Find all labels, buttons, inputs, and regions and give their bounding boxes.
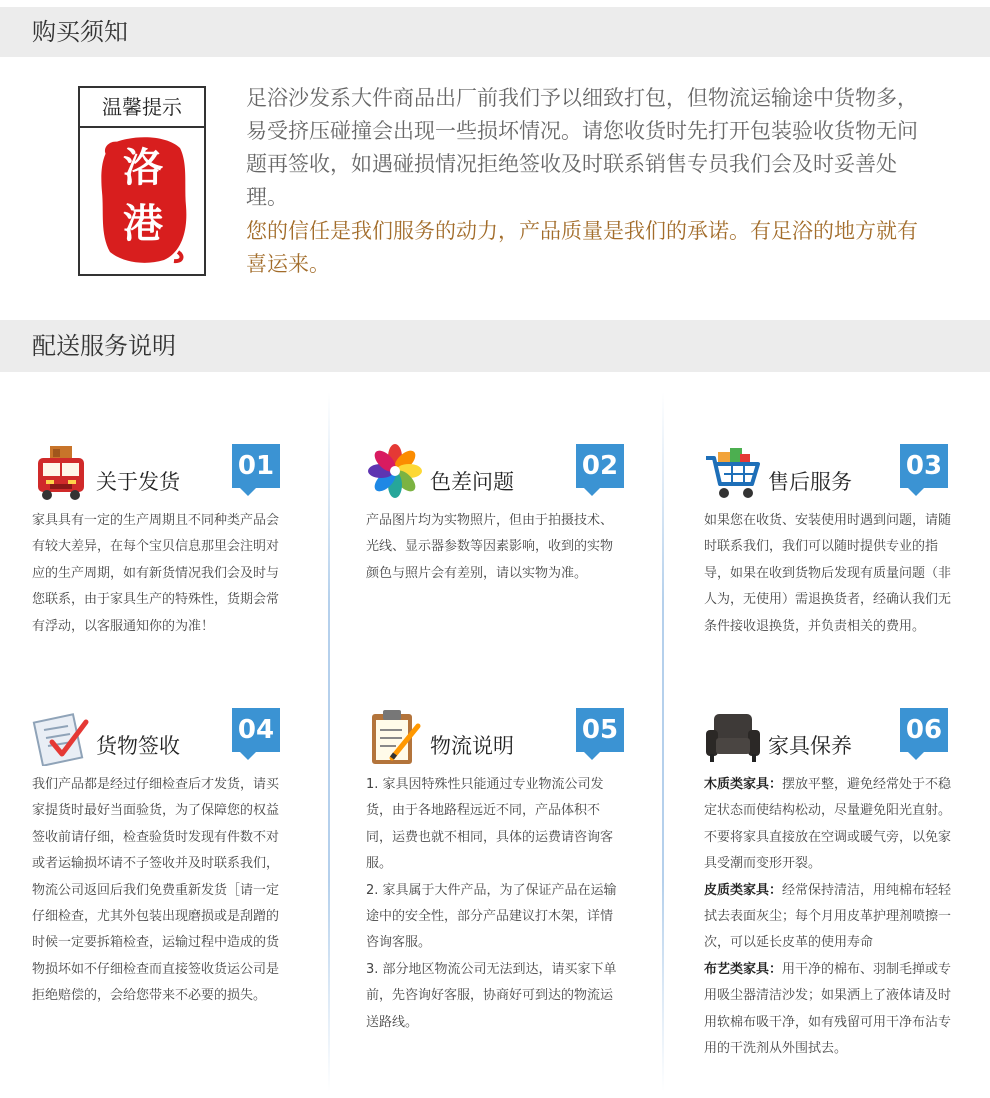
service-number-badge: 01 — [232, 444, 280, 488]
seal-char-1: 洛 — [123, 144, 163, 191]
service-paragraph — [704, 878, 960, 957]
service-title: 售后服务 — [768, 470, 852, 494]
section-title: 配送服务说明 — [32, 332, 176, 360]
service-description — [32, 772, 288, 1010]
service-paragraph: 3. 部分地区物流公司无法到达，请买家下单前，先咨询好客服，协商好可到达的物流运送路线。 — [366, 961, 617, 1030]
care-category-text: 经常保持清洁，用纯棉布轻轻拭去表面灰尘；每个月用皮革护理剂喷擦一次，可以延长皮革的使用寿命 — [704, 882, 952, 951]
service-description — [704, 508, 960, 640]
service-number-badge: 06 — [900, 708, 948, 752]
service-paragraph: 如果您在收货、安装使用时遇到问题，请随时联系我们，我们可以随时提供专业的指导，如果在收到货物后发现有质量问题（非人为，无使用）需退换货者，经确认我们无条件接收退换货，并负责相关的费用。 — [704, 513, 952, 634]
service-description — [366, 772, 622, 1036]
service-description — [32, 508, 288, 640]
service-description — [366, 508, 622, 587]
service-title: 货物签收 — [96, 734, 180, 758]
section-title: 购买须知 — [32, 18, 128, 46]
service-paragraph: 2. 家具属于大件产品，为了保证产品在运输途中的安全性，部分产品建议打木架，详情咨询客服。 — [366, 882, 617, 951]
care-category-label: 皮质类家具： — [704, 882, 783, 898]
service-number-badge: 02 — [576, 444, 624, 488]
service-paragraph: 产品图片均为实物照片，但由于拍摄技术、光线、显示器参数等因素影响，收到的实物颜色与照片会有差别，请以实物为准。 — [366, 513, 614, 581]
service-title: 关于发货 — [96, 470, 180, 494]
shopping-cart-icon — [704, 444, 762, 502]
service-title: 家具保养 — [768, 734, 852, 758]
service-title: 物流说明 — [430, 734, 514, 758]
brand-seal-icon — [98, 134, 188, 264]
care-category-label: 布艺类家具： — [704, 961, 783, 977]
warm-tip-box — [78, 86, 206, 276]
service-paragraph — [704, 772, 960, 878]
warm-tip-title: 温馨提示 — [80, 88, 204, 128]
service-paragraph: 我们产品都是经过仔细检查后才发货，请买家提货时最好当面验货，为了保障您的权益签收前请仔细，检查验货时发现有件数不对或者运输损坏请不子签收并及时联系我们，物流公司返回后我们免费重新发货［请一定仔细检查，尤其外包装出现磨损或是刮蹭的时候一定要拆箱检查，运输过程中造成的货物损坏如不仔细检查而直接签收货运公司是拒绝赔偿的，会给您带来不必要的损失。 — [32, 777, 280, 1004]
delivery-truck-icon — [32, 444, 90, 502]
color-wheel-icon — [366, 444, 424, 502]
care-category-text: 摆放平整，避免经常处于不稳定状态而使结构松动，尽量避免阳光直射。不要将家具直接放在空调或暖气旁，以免家具受潮而变形开裂。 — [704, 777, 952, 872]
sign-document-icon — [32, 708, 90, 766]
service-number-badge: 05 — [576, 708, 624, 752]
column-divider — [328, 392, 330, 1092]
service-number-badge: 03 — [900, 444, 948, 488]
notice-motto: 您的信任是我们服务的动力，产品质量是我们的承诺。有足浴的地方就有喜运来。 — [246, 219, 918, 276]
service-paragraph: 1. 家具因特殊性只能通过专业物流公司发货，由于各地路程远近不同，产品体积不同，运费也就不相同，具体的运费请咨询客服。 — [366, 777, 614, 872]
seal-char-2: 港 — [123, 200, 163, 247]
section-header-delivery-service — [0, 320, 990, 372]
service-paragraph — [704, 957, 960, 1063]
service-title: 色差问题 — [430, 470, 514, 494]
notice-text: 足浴沙发系大件商品出厂前我们予以细致打包，但物流运输途中货物多，易受挤压碰撞会出现一些损坏情况。请您收货时先打开包装验收货物无问题再签收，如遇碰损情况拒绝签收及时联系销售专员我们会及时妥善处理。 — [246, 86, 918, 209]
service-description — [704, 772, 960, 1062]
clipboard-icon — [366, 708, 424, 766]
service-number-badge: 04 — [232, 708, 280, 752]
care-category-label: 木质类家具： — [704, 777, 783, 792]
service-paragraph: 家具具有一定的生产周期且不同种类产品会有较大差异，在每个宝贝信息那里会注明对应的生产周期，如有新货情况我们会及时与您联系，由于家具生产的特殊性，货期会常有浮动，以客服通知你的为准！ — [32, 513, 280, 634]
armchair-icon — [704, 708, 762, 766]
care-category-text: 用干净的棉布、羽制毛掸或专用吸尘器清洁沙发；如果洒上了液体请及时用软棉布吸干净，如有残留可用干净布沾专用的干洗剂从外围拭去。 — [704, 961, 952, 1057]
section-header-purchase-notice — [0, 7, 990, 57]
column-divider — [662, 392, 664, 1092]
